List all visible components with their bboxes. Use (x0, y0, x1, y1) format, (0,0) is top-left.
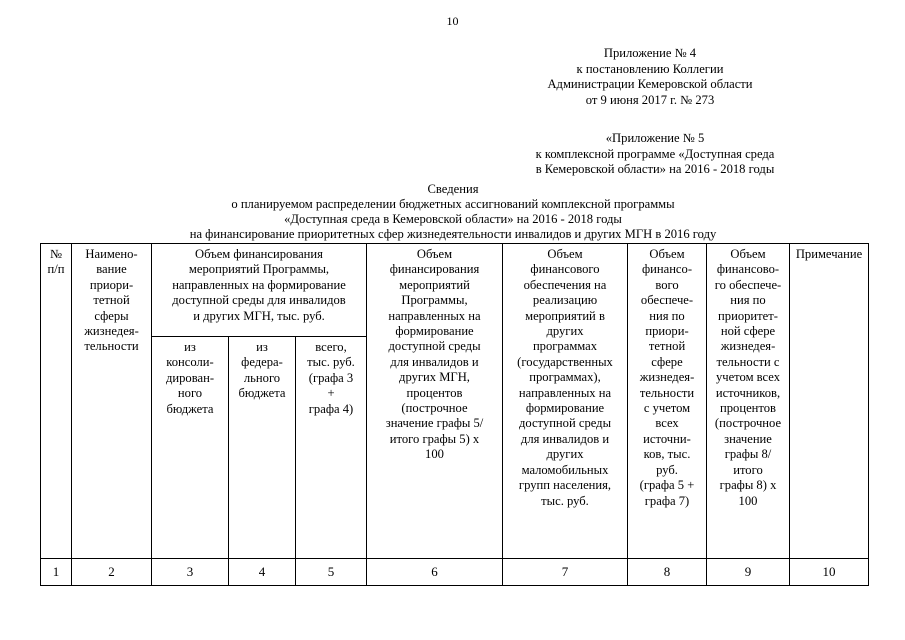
column-number: 10 (790, 559, 869, 586)
appendix-main-line: от 9 июня 2017 г. № 273 (585, 92, 715, 107)
appendix-main-line: Приложение № 4 (603, 46, 697, 60)
title-line: «Доступная среда в Кемеровской области» на 2016 - 2018 годы (284, 212, 622, 226)
column-number: 2 (72, 559, 152, 586)
header-col-10: Примечание (790, 244, 869, 559)
header-col-8: Объем финансо- вого обеспече- ния по приори- тетной сфере жизнедея- тельности с учетом всех источни- ков, тыс. руб. (графа 5 + графа 7) (628, 244, 707, 559)
column-number: 6 (367, 559, 503, 586)
title-heading: Сведения (427, 182, 479, 196)
header-col-6: Объем финансирования мероприятий Программы, направленных на формирование доступной среды для инвалидов и других МГН, процентов (построчное значение графы 5/ итого графы 5) x 100 (367, 244, 503, 559)
appendix-main-line: к постановлению Коллегии (576, 61, 724, 76)
column-number: 1 (41, 559, 72, 586)
header-col-1: № п/п (41, 244, 72, 559)
title-line: о планируемом распределении бюджетных ассигнований комплексной программы (231, 197, 675, 211)
appendix-sub-line: к комплексной программе «Доступная среда (535, 146, 775, 161)
header-group-3-5: Объем финансирования мероприятий Программы, направленных на формирование доступной среды для инвалидов и других МГН, тыс. руб. (152, 244, 367, 337)
header-col-4: из федера- льного бюджета (229, 337, 296, 559)
column-number: 5 (296, 559, 367, 586)
header-col-7: Объем финансового обеспечения на реализацию мероприятий в других программах (государственных программах), направленных на формирование доступной среды для инвалидов и других маломобильных групп населения, тыс. руб. (503, 244, 628, 559)
budget-table (40, 243, 869, 586)
appendix-sub-line: в Кемеровской области» на 2016 - 2018 годы (535, 162, 775, 176)
column-number: 3 (152, 559, 229, 586)
appendix-main-block (520, 46, 780, 108)
column-number-row (41, 559, 869, 586)
column-number: 7 (503, 559, 628, 586)
header-col-3: из консоли- дирован- ного бюджета (152, 337, 229, 559)
header-col-2: Наимено- вание приори- тетной сферы жизнедея- тельности (72, 244, 152, 559)
header-col-5: всего, тыс. руб. (графа 3 + графа 4) (296, 337, 367, 559)
page-number: 10 (446, 14, 459, 28)
appendix-main-line: Администрации Кемеровской области (547, 77, 753, 91)
document-title (40, 182, 866, 242)
column-number: 4 (229, 559, 296, 586)
column-number: 8 (628, 559, 707, 586)
column-number: 9 (707, 559, 790, 586)
appendix-sub-line: «Приложение № 5 (605, 131, 705, 145)
appendix-sub-block (495, 131, 815, 178)
header-col-9: Объем финансово- го обеспече- ния по приоритет- ной сфере жизнедея- тельности с учетом всех источников, процентов (построчное значение графы 8/ итого графы 8) x 100 (707, 244, 790, 559)
title-line: на финансирование приоритетных сфер жизнедеятельности инвалидов и других МГН в 2016 году (189, 227, 717, 241)
